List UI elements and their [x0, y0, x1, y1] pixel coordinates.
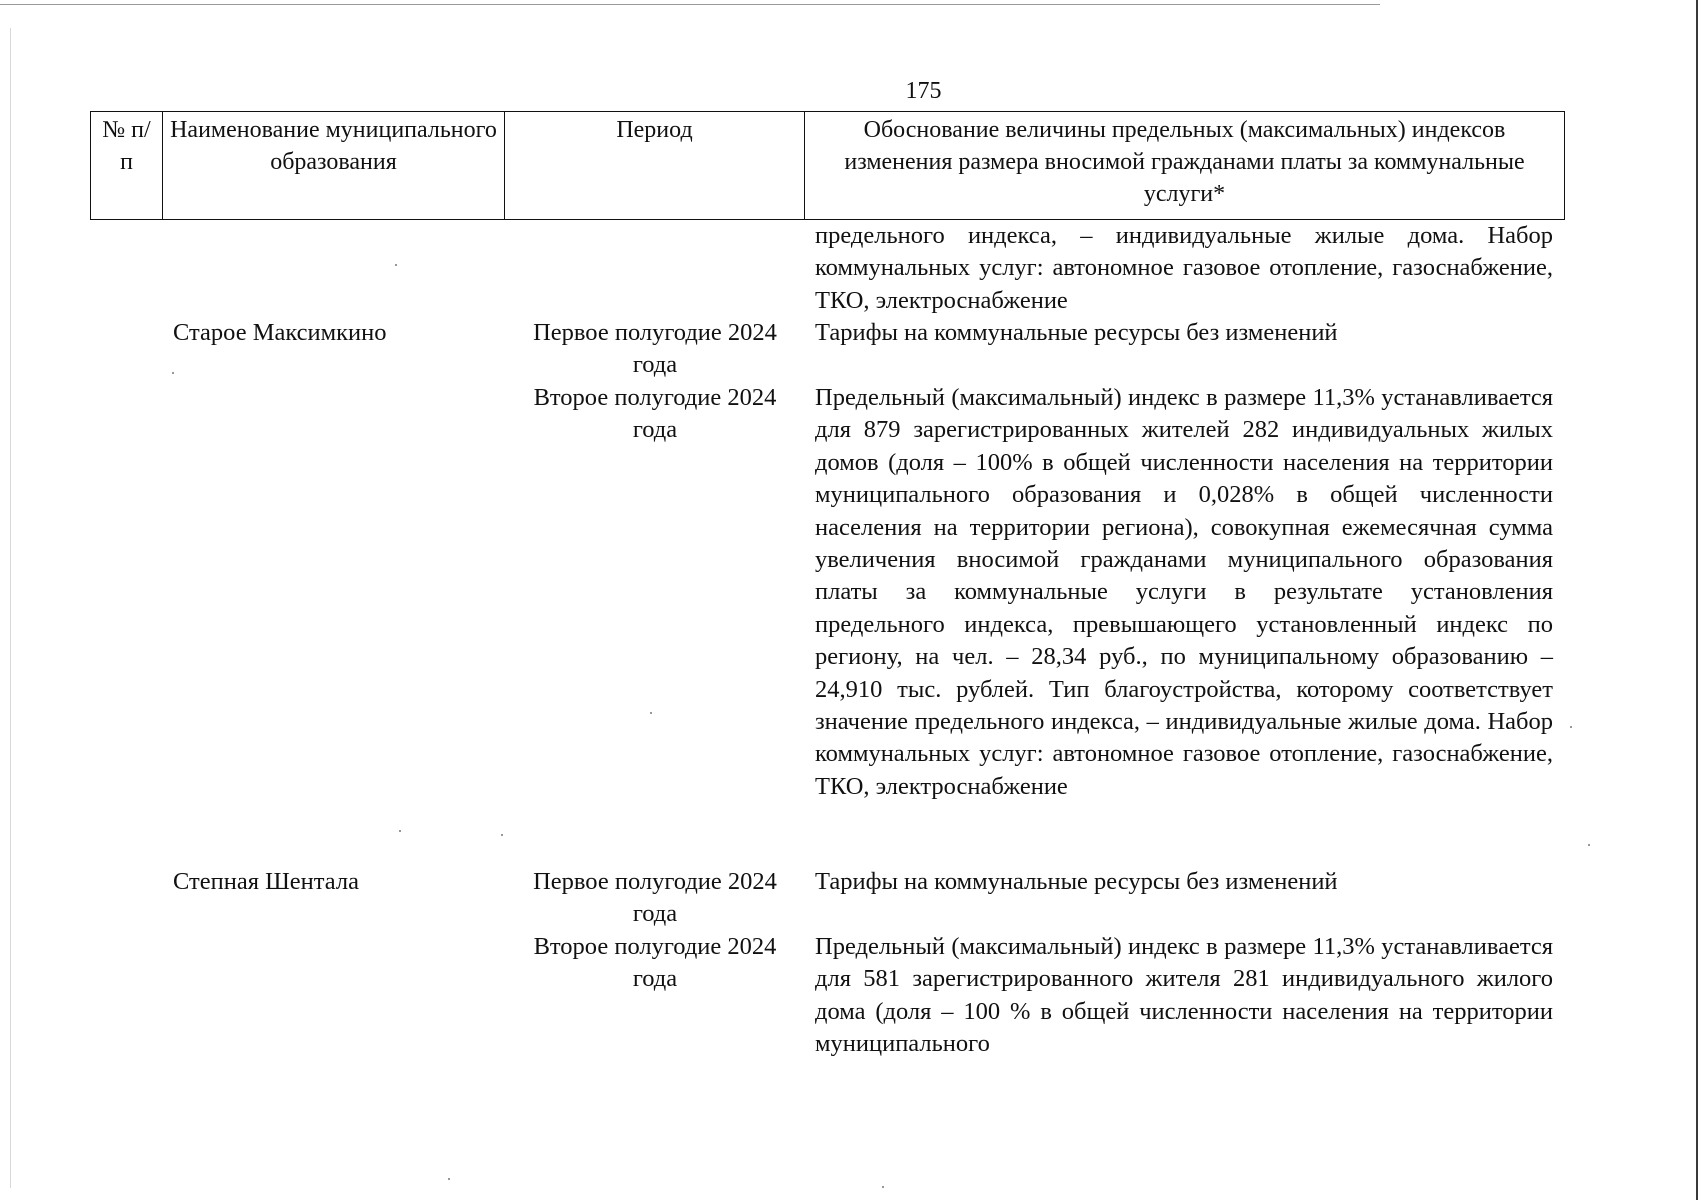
scan-speck [650, 712, 652, 714]
table-header [90, 111, 1565, 220]
basis-text: Предельный (максимальный) индекс в размере 11,3% устанавливается для 879 зарегистрированных жителей 282 индивидуальных жилых домов (доля – 100% в общей численности населения на территории муниципального образования и 0,028% в общей численности населения на территории региона), совокупная ежемесячная сумма увеличения вносимой гражданами муниципального образования платы за коммунальные услуги в результате установления предельного индекса, превышающего установленный индекс по региону, на чел. – 28,34 руб., по муниципальному образованию – 24,910 тыс. рублей. Тип благоустройства, которому соответствует значение предельного индекса, – индивидуальные жилые дома. Набор коммунальных услуг: автономное газовое отопление, газоснабжение, ТКО, электроснабжение [815, 384, 1553, 800]
scan-speck [501, 834, 503, 836]
header-num: № п/п [91, 112, 163, 220]
period-label: Первое полугодие 2024 года [533, 319, 777, 379]
header-municipality: Наименование муниципального образования [163, 112, 505, 220]
scan-speck [448, 1178, 450, 1180]
scan-edge-top [0, 4, 1380, 5]
municipality-name: Степная Шентала [173, 868, 359, 895]
scan-speck [172, 372, 174, 374]
municipality-name: Старое Максимкино [173, 319, 387, 346]
header-period: Период [505, 112, 805, 220]
scan-speck [395, 264, 397, 266]
period-label: Второе полугодие 2024 года [533, 384, 777, 444]
scan-speck [399, 830, 401, 832]
scan-edge-right [1696, 0, 1698, 1200]
basis-text: Тарифы на коммунальные ресурсы без изменений [815, 868, 1338, 895]
basis-continuation: предельного индекса, – индивидуальные жилые дома. Набор коммунальных услуг: автономное газовое отопление, газоснабжение, ТКО, электроснабжение [815, 222, 1553, 314]
header-basis: Обоснование величины предельных (максимальных) индексов изменения размера вносимой гражданами платы за коммунальные услуги* [805, 112, 1565, 220]
period-label: Второе полугодие 2024 года [533, 933, 777, 993]
table-header-row [91, 112, 1565, 220]
scan-speck [882, 1186, 884, 1188]
period-label: Первое полугодие 2024 года [533, 868, 777, 928]
page-number: 175 [905, 78, 942, 104]
scan-speck [1588, 844, 1590, 846]
scan-speck [1570, 726, 1572, 728]
basis-text: Тарифы на коммунальные ресурсы без изменений [815, 319, 1338, 346]
basis-text: Предельный (максимальный) индекс в размере 11,3% устанавливается для 581 зарегистрированного жителя 281 индивидуального жилого дома (доля – 100 % в общей численности населения на территории муниципального [815, 933, 1553, 1058]
scan-edge-left [10, 28, 11, 1188]
